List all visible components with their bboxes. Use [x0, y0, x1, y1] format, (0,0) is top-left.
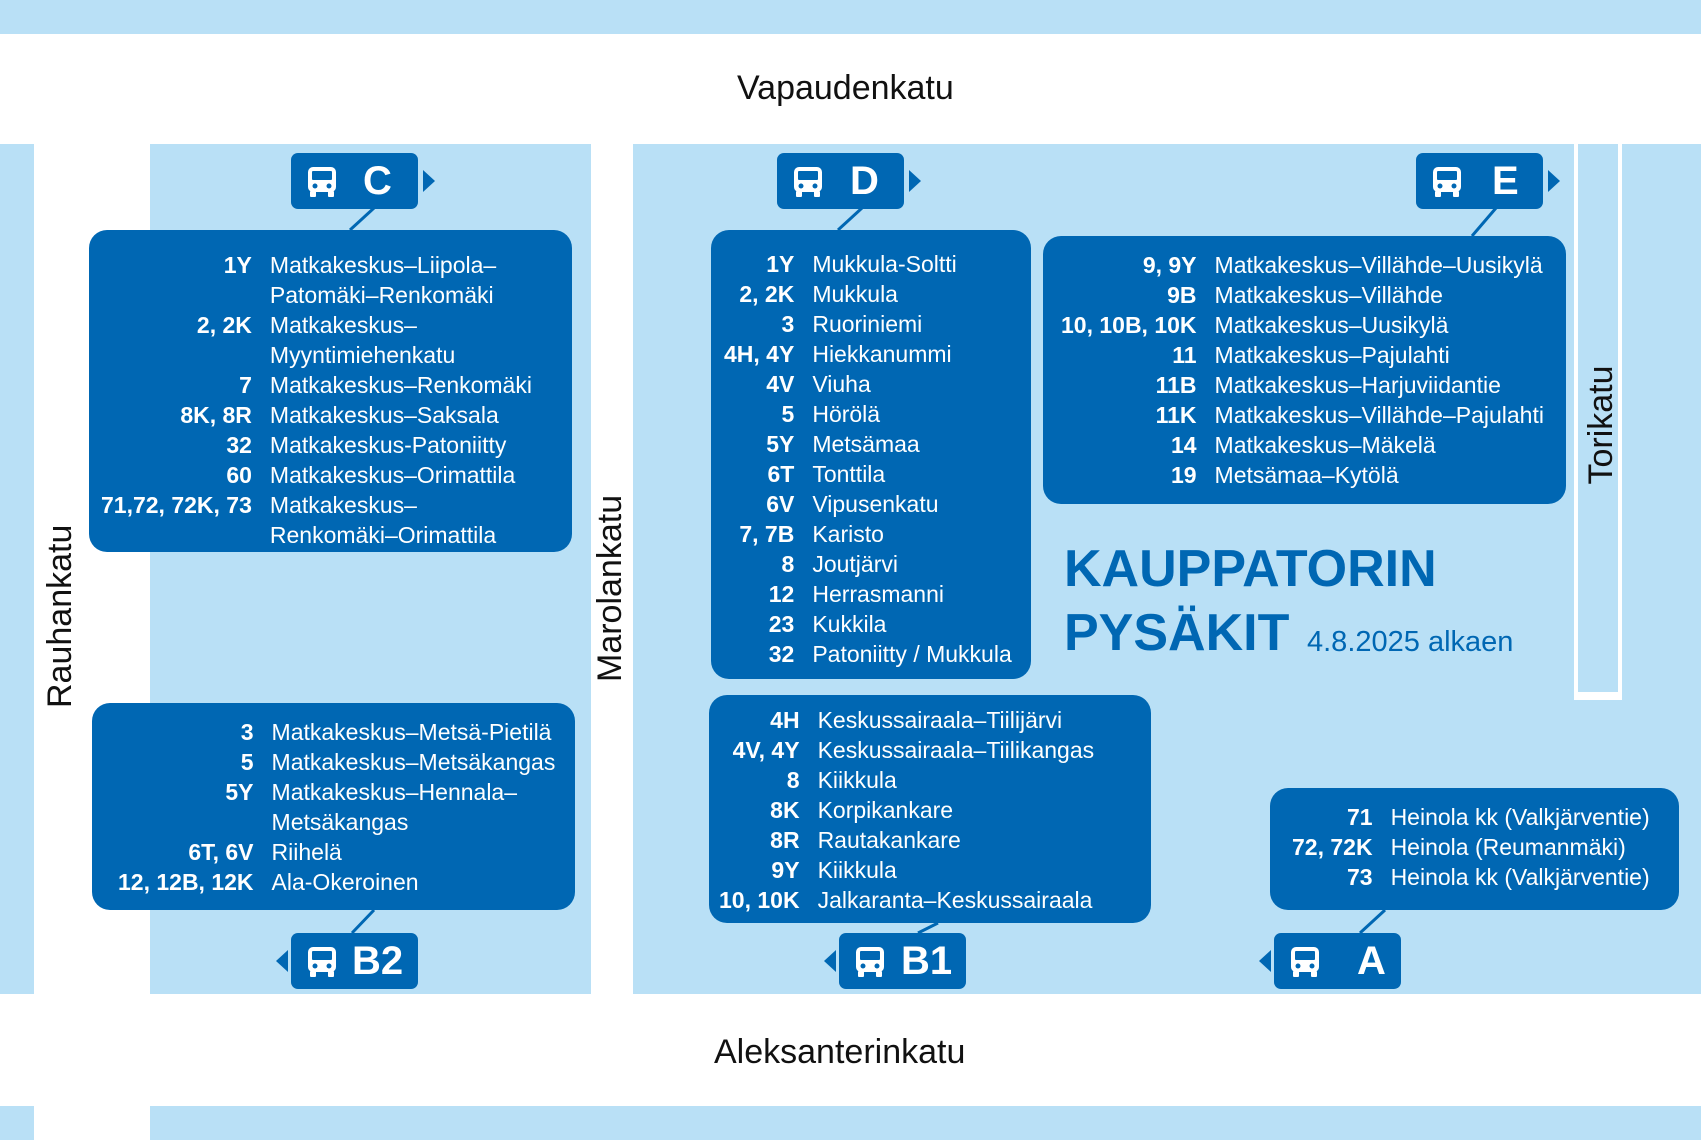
route-destination: Ruoriniemi: [812, 311, 923, 337]
route-destination: Matkakeskus–Pajulahti: [1214, 342, 1450, 368]
stop-e-label: E: [1492, 159, 1519, 203]
route-row: [724, 639, 1012, 669]
direction-arrow-icon: [1259, 950, 1271, 972]
route-number: 11: [1172, 342, 1197, 368]
stop-a-routes: [1270, 788, 1679, 910]
routes-table-b1: [719, 705, 1094, 915]
route-destination: Matkakeskus–Metsäkangas: [271, 749, 556, 775]
route-destination: Joutjärvi: [812, 551, 898, 577]
route-number: 71: [1346, 804, 1373, 830]
route-number: 7: [239, 372, 252, 398]
route-row: [101, 250, 532, 280]
route-number: 3: [240, 719, 254, 745]
stop-d-marker[interactable]: [777, 153, 904, 209]
stop-c-routes: [89, 230, 572, 552]
route-number: 10, 10B, 10K: [1061, 312, 1197, 338]
route-row: [101, 430, 532, 460]
route-row: [719, 825, 1094, 855]
route-row: [724, 339, 1012, 369]
route-row: [724, 309, 1012, 339]
route-destination: Metsäkangas: [271, 809, 409, 835]
route-destination: Kukkila: [812, 611, 887, 637]
route-row: [1061, 280, 1544, 310]
route-number: 6V: [766, 491, 795, 517]
route-row: [118, 867, 555, 897]
routes-table-d: [724, 249, 1012, 669]
route-destination: Mukkula: [812, 281, 898, 307]
route-row: [1061, 310, 1544, 340]
route-destination: Keskussairaala–Tiilikangas: [817, 737, 1095, 763]
route-destination: Ala-Okeroinen: [271, 869, 419, 895]
routes-table-e: [1061, 250, 1544, 490]
route-destination: Matkakeskus–Liipola–: [269, 252, 497, 278]
route-destination: Herrasmanni: [812, 581, 944, 607]
route-number: 5Y: [225, 779, 254, 805]
stop-c-label: C: [363, 159, 392, 203]
stop-e-routes: [1043, 236, 1566, 504]
route-number: 5: [240, 749, 254, 775]
route-destination: Rautakankare: [817, 827, 961, 853]
route-number: 9B: [1167, 282, 1197, 308]
route-row: [1061, 340, 1544, 370]
route-number: [101, 280, 270, 310]
route-destination: Heinola (Reumanmäki): [1390, 834, 1626, 860]
route-destination: Matkakeskus–Uusikylä: [1214, 312, 1449, 338]
route-row: [101, 490, 532, 520]
route-number: 32: [226, 432, 252, 458]
route-number: 6T, 6V: [188, 839, 254, 865]
route-destination: Matkakeskus–Villähde–Pajulahti: [1214, 402, 1544, 428]
route-destination: Kiikkula: [817, 767, 897, 793]
stop-b1-routes: [709, 695, 1151, 923]
route-row: [118, 807, 555, 837]
route-row: [1292, 862, 1650, 892]
bus-icon: [853, 945, 887, 979]
route-row: [118, 837, 555, 867]
route-row: [101, 520, 532, 550]
route-destination: Matkakeskus–Hennala–: [271, 779, 518, 805]
map-title-line1: KAUPPATORIN: [1064, 540, 1437, 598]
route-row: [101, 400, 532, 430]
stop-d-routes: [711, 230, 1031, 679]
route-destination: Matkakeskus–Metsä-Pietilä: [271, 719, 552, 745]
route-number: 2, 2K: [739, 281, 795, 307]
stop-b2-routes: [92, 703, 575, 910]
route-number: 4H, 4Y: [724, 341, 795, 367]
route-number: 5: [781, 401, 795, 427]
route-destination: Matkakeskus–Villähde: [1214, 282, 1443, 308]
route-number: 1Y: [223, 252, 252, 278]
route-row: [1061, 460, 1544, 490]
route-destination: Korpikankare: [817, 797, 954, 823]
route-row: [719, 855, 1094, 885]
route-number: 5Y: [766, 431, 795, 457]
route-number: [101, 520, 270, 550]
direction-arrow-icon: [1548, 170, 1560, 192]
route-destination: Karisto: [812, 521, 884, 547]
route-row: [719, 735, 1094, 765]
route-destination: Matkakeskus–Saksala: [269, 402, 499, 428]
bus-icon: [791, 165, 825, 199]
routes-table-b2: [118, 717, 555, 897]
route-destination: Metsämaa: [812, 431, 920, 457]
stop-e-marker[interactable]: [1416, 153, 1543, 209]
route-row: [719, 795, 1094, 825]
stop-c-marker[interactable]: [291, 153, 418, 209]
route-destination: Tonttila: [812, 461, 886, 487]
routes-table-c: [101, 250, 532, 550]
route-destination: Matkakeskus–Harjuviidantie: [1214, 372, 1501, 398]
route-destination: Matkakeskus–Villähde–Uusikylä: [1214, 252, 1543, 278]
route-row: [724, 279, 1012, 309]
route-destination: Matkakeskus–: [269, 492, 417, 518]
stop-a-label: A: [1357, 939, 1386, 983]
map-title-line2: PYSÄKIT: [1064, 604, 1290, 662]
route-destination: Kiikkula: [817, 857, 897, 883]
route-row: [724, 249, 1012, 279]
route-row: [724, 459, 1012, 489]
route-destination: Matkakeskus–Mäkelä: [1214, 432, 1436, 458]
route-destination: Heinola kk (Valkjärventie): [1390, 864, 1650, 890]
route-number: 9, 9Y: [1142, 252, 1197, 278]
route-row: [1292, 832, 1650, 862]
routes-table-a: [1292, 802, 1650, 892]
bus-icon: [305, 945, 339, 979]
route-destination: Matkakeskus–: [269, 312, 417, 338]
route-number: 11K: [1155, 402, 1197, 428]
route-number: 71,72, 72K, 73: [101, 492, 252, 518]
route-destination: Patoniitty / Mukkula: [812, 641, 1012, 667]
bus-icon: [305, 165, 339, 199]
bus-icon: [1288, 945, 1322, 979]
route-destination: Vipusenkatu: [812, 491, 939, 517]
route-row: [724, 519, 1012, 549]
street-vapaudenkatu: Vapaudenkatu: [737, 69, 954, 107]
route-destination: Mukkula-Soltti: [812, 251, 957, 277]
direction-arrow-icon: [423, 170, 435, 192]
route-number: 8R: [770, 827, 800, 853]
route-row: [719, 885, 1094, 915]
street-aleksanterinkatu: Aleksanterinkatu: [714, 1033, 966, 1071]
street-rauhankatu: Rauhankatu: [41, 524, 79, 708]
route-destination: Hiekkanummi: [812, 341, 952, 367]
route-row: [724, 609, 1012, 639]
stop-a-marker[interactable]: [1274, 933, 1401, 989]
route-number: 73: [1346, 864, 1373, 890]
route-row: [1292, 802, 1650, 832]
route-number: 8K, 8R: [180, 402, 252, 428]
route-destination: Riihelä: [271, 839, 342, 865]
route-number: 72, 72K: [1292, 834, 1373, 860]
route-destination: Keskussairaala–Tiilijärvi: [817, 707, 1063, 733]
route-row: [724, 549, 1012, 579]
route-destination: Metsämaa–Kytölä: [1214, 462, 1399, 488]
route-row: [724, 489, 1012, 519]
route-number: 8: [781, 551, 795, 577]
route-number: 23: [768, 611, 795, 637]
street-marolankatu: Marolankatu: [591, 494, 629, 682]
route-destination: Patomäki–Renkomäki: [269, 282, 494, 308]
direction-arrow-icon: [824, 950, 836, 972]
map-date: 4.8.2025 alkaen: [1307, 626, 1514, 658]
stop-d-label: D: [850, 159, 879, 203]
route-row: [724, 399, 1012, 429]
route-row: [1061, 250, 1544, 280]
route-destination: Matkakeskus-Patoniitty: [269, 432, 507, 458]
route-number: 3: [781, 311, 795, 337]
route-row: [101, 280, 532, 310]
route-number: 11B: [1155, 372, 1197, 398]
route-row: [118, 777, 555, 807]
direction-arrow-icon: [909, 170, 921, 192]
route-row: [1061, 430, 1544, 460]
route-row: [719, 705, 1094, 735]
route-number: 14: [1170, 432, 1197, 458]
route-number: 60: [226, 462, 252, 488]
direction-arrow-icon: [276, 950, 288, 972]
route-destination: Viuha: [812, 371, 871, 397]
route-number: 4V: [766, 371, 795, 397]
route-destination: Matkakeskus–Orimattila: [269, 462, 516, 488]
route-number: 4V, 4Y: [732, 737, 800, 763]
route-row: [101, 310, 532, 340]
route-number: 6T: [767, 461, 795, 487]
route-destination: Matkakeskus–Renkomäki: [269, 372, 532, 398]
route-number: 12, 12B, 12K: [118, 869, 254, 895]
route-number: 9Y: [771, 857, 800, 883]
route-row: [724, 369, 1012, 399]
route-number: 10, 10K: [719, 887, 800, 913]
route-number: 8K: [770, 797, 800, 823]
route-number: [118, 807, 272, 837]
route-row: [724, 579, 1012, 609]
route-number: 1Y: [766, 251, 795, 277]
stop-b2-marker[interactable]: [291, 933, 418, 989]
stop-b1-marker[interactable]: [839, 933, 966, 989]
route-number: 8: [786, 767, 800, 793]
route-destination: Jalkaranta–Keskussairaala: [817, 887, 1093, 913]
route-row: [724, 429, 1012, 459]
street-torikatu: Torikatu: [1582, 365, 1620, 485]
bus-icon: [1430, 165, 1464, 199]
route-destination: Hörölä: [812, 401, 881, 427]
route-row: [1061, 370, 1544, 400]
route-number: [101, 340, 270, 370]
route-row: [719, 765, 1094, 795]
route-number: 7, 7B: [739, 521, 795, 547]
route-row: [101, 460, 532, 490]
route-number: 32: [768, 641, 795, 667]
route-number: 2, 2K: [196, 312, 252, 338]
route-destination: Myyntimiehenkatu: [269, 342, 456, 368]
stop-b1-label: B1: [901, 939, 953, 983]
route-row: [101, 370, 532, 400]
route-row: [118, 717, 555, 747]
route-row: [118, 747, 555, 777]
route-number: 12: [768, 581, 795, 607]
stop-b2-label: B2: [352, 939, 404, 983]
route-number: 19: [1170, 462, 1197, 488]
route-destination: Heinola kk (Valkjärventie): [1390, 804, 1650, 830]
route-row: [101, 340, 532, 370]
route-number: 4H: [770, 707, 800, 733]
route-destination: Renkomäki–Orimattila: [269, 522, 497, 548]
route-row: [1061, 400, 1544, 430]
